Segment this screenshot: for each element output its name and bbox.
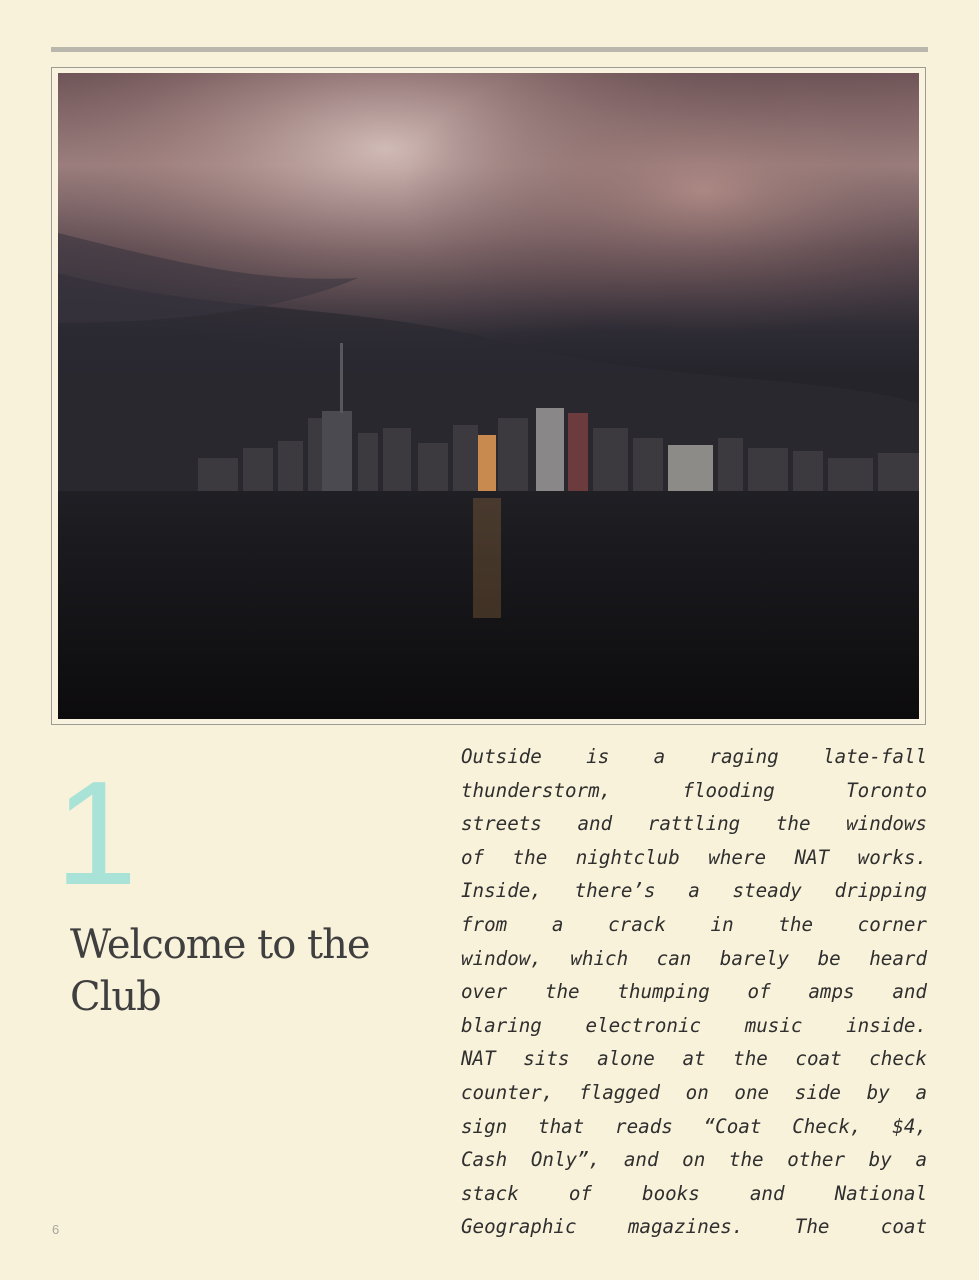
photo-frame	[51, 67, 926, 725]
body-line: of the nightclub where NAT works.	[461, 845, 927, 869]
body-line: sign that reads “Coat Check, $4,	[461, 1114, 927, 1138]
body-line: counter, flagged on one side by a	[461, 1080, 927, 1104]
body-line: Inside, there’s a steady dripping	[461, 879, 927, 903]
top-rule	[51, 47, 928, 52]
body-line: Cash Only”, and on the other by a	[461, 1148, 927, 1172]
body-line: from a crack in the corner	[461, 912, 927, 936]
chapter-title: Welcome to the Club	[70, 922, 370, 1020]
body-line: Outside is a raging late-fall	[461, 745, 927, 768]
body-line: window, which can barely be heard	[461, 946, 927, 970]
body-line: blaring electronic music inside.	[461, 1013, 927, 1037]
page-number: 6	[52, 1222, 60, 1237]
chapter-number: 1	[55, 751, 138, 916]
body-line: thunderstorm, flooding Toronto	[461, 778, 927, 802]
body-line: Geographic magazines. The coat	[461, 1215, 927, 1239]
body-line: streets and rattling the windows	[461, 812, 927, 836]
body-line: stack of books and National	[461, 1181, 927, 1205]
body-text	[461, 740, 927, 1244]
body-line: over the thumping of amps and	[461, 980, 927, 1004]
city-skyline-storm-image	[58, 73, 919, 719]
body-line: NAT sits alone at the coat check	[461, 1047, 927, 1071]
